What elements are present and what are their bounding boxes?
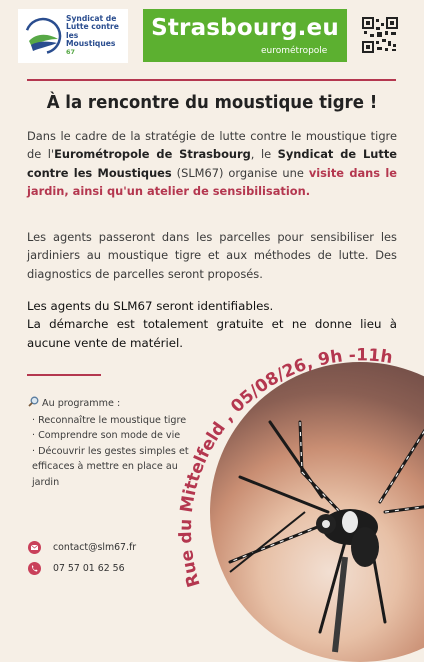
magnifier-icon — [28, 396, 39, 407]
list-item: · Reconnaître le moustique tigre — [32, 414, 187, 426]
page-title: À la rencontre du moustique tigre ! — [46, 92, 378, 113]
mail-icon — [28, 541, 41, 554]
identification-paragraph: Les agents du SLM67 seront identifiables. La démarche est totalement gratuite et ne donne lieu à aucune vente de matériel. — [27, 299, 397, 350]
mosquito-photo — [210, 362, 424, 662]
strasbourg-logo-name: Strasbourg.eu — [151, 15, 339, 41]
agents-paragraph: Les agents passeront dans les parcelles pour sensibiliser les jardiniers au moustique tigre et aux méthodes de lutte. Des diagnostics de parcelles seront proposés. — [27, 230, 397, 281]
slm67-logo-mark-icon — [24, 15, 62, 57]
list-item: · Comprendre son mode de vie — [32, 430, 181, 442]
section-divider — [27, 374, 101, 376]
event-banner-text: Rue du Mittelfeld , 05/08/26, 9h -11h — [175, 345, 394, 590]
contact-email[interactable]: contact@slm67.fr — [28, 541, 136, 554]
contact-phone[interactable]: 07 57 01 62 56 — [28, 562, 125, 575]
qr-code-icon — [362, 17, 398, 53]
phone-icon — [28, 562, 41, 575]
list-item: · Découvrir les gestes simples et efficaces à mettre en place au jardin — [32, 445, 189, 488]
intro-paragraph: Dans le cadre de la stratégie de lutte contre le moustique tigre de l'Eurométropole de Strasbourg, le Syndicat de Lutte contre les Moustiques (SLM67) organise une visite dans le jardin, ainsi qu'un atelier de sensibilisation. — [27, 129, 397, 199]
strasbourg-logo-sub: eurométropole — [261, 46, 328, 56]
mosquito-illustration-icon — [210, 362, 424, 662]
slm67-logo — [18, 9, 128, 63]
programme-heading: Au programme : — [42, 398, 121, 409]
top-divider — [27, 79, 396, 81]
slm67-logo-text: Syndicat de Lutte contre les Moustiques 67 — [66, 14, 119, 57]
programme-list — [28, 396, 203, 491]
strasbourg-eurometropole-logo — [143, 9, 347, 62]
